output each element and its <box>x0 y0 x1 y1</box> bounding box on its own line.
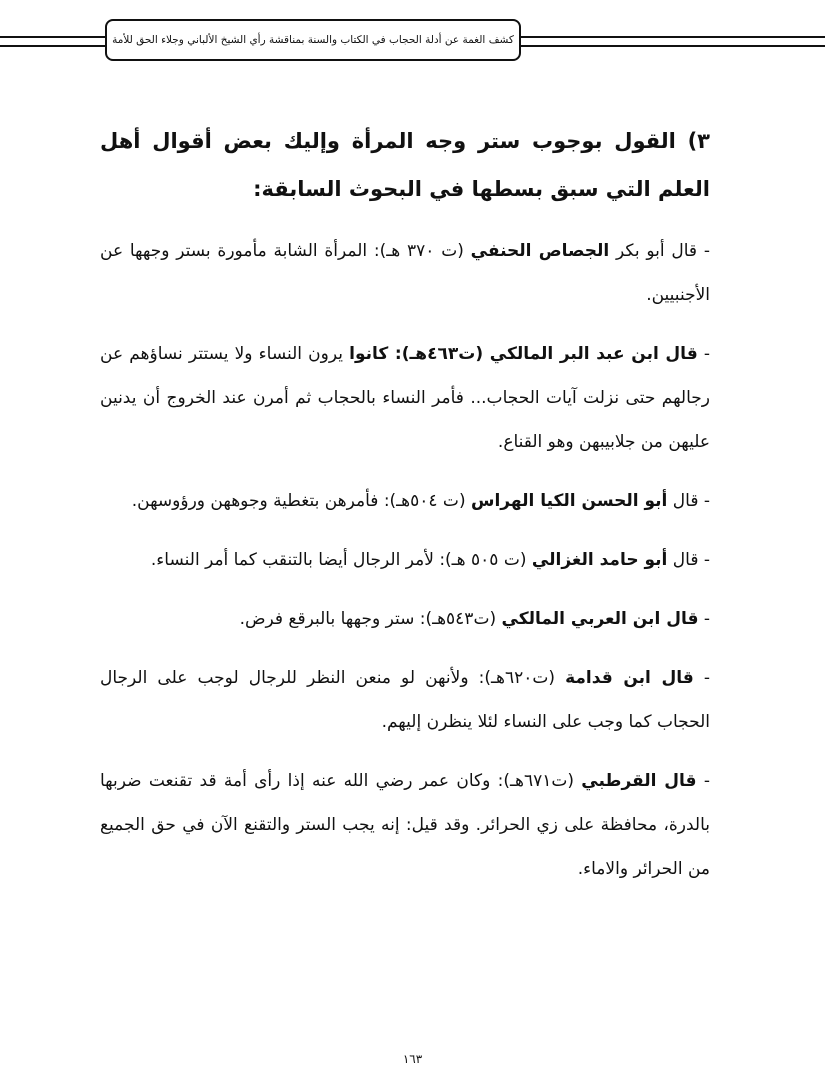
running-header-title: كشف الغمة عن أدلة الحجاب في الكتاب والسنة بمناقشة رأي الشيخ الألباني وجلاء الحق للأمة <box>112 34 514 46</box>
quote-scholar: قال ابن العربي المالكي <box>501 609 699 629</box>
quote-paragraph <box>100 229 710 317</box>
quote-lead: - قال <box>667 491 710 511</box>
quote-scholar: أبو حامد الغزالي <box>531 550 668 570</box>
quote-text: (ت ٥٠٥ هـ): لأمر الرجال أيضا بالتنقب كما أمر النساء. <box>150 550 532 570</box>
header-rule-left <box>0 36 110 47</box>
quote-scholar: قال ابن عبد البر المالكي (ت٤٦٣هـ): كانوا <box>349 344 698 364</box>
quote-scholar: قال ابن قدامة <box>565 668 694 688</box>
quote-lead: - <box>693 668 710 688</box>
quote-text: يرون النساء ولا يستتر نساؤهم عن رجالهم حتى نزلت آيات الحجاب... فأمر النساء بالحجاب ثم أمرن عند الخروج أن يدنين عليهن من جلابيبهن وهو القناع. <box>100 344 710 452</box>
quote-lead: - قال أبو بكر <box>609 241 710 261</box>
section-heading: ٣) القول بوجوب ستر وجه المرأة وإليك بعض أقوال أهل العلم التي سبق بسطها في البحوث السابقة: <box>100 129 710 201</box>
quote-scholar: الجصاص الحنفي <box>470 241 610 261</box>
quote-scholar: أبو الحسن الكيا الهراس <box>470 491 668 511</box>
page-body <box>100 117 710 906</box>
quote-lead: - <box>696 771 710 791</box>
quote-lead: - <box>697 344 710 364</box>
quote-paragraph <box>100 332 710 464</box>
quote-text: (ت ٣٧٠ هـ): المرأة الشابة مأمورة بستر وجهها عن الأجنبيين. <box>100 241 710 305</box>
quote-lead: - <box>698 609 710 629</box>
quote-paragraph <box>100 759 710 891</box>
quote-text: (ت ٥٠٤هـ): فأمرهن بتغطية وجوههن ورؤوسهن. <box>131 491 471 511</box>
quote-text: (ت٦٢٠هـ): ولأنهن لو منعن النظر للرجال لوجب على الرجال الحجاب كما وجب على النساء لئلا ينظرن إليهم. <box>100 668 710 732</box>
quote-text: (ت٦٧١هـ): وكان عمر رضي الله عنه إذا رأى أمة قد تقنعت ضربها بالدرة، محافظة على زي الحرائر. وقد قيل: إنه يجب الستر والتقنع الآن في حق الجميع من الحرائر والاماء. <box>100 771 710 879</box>
quote-paragraph <box>100 479 710 523</box>
quote-text: (ت٥٤٣هـ): ستر وجهها بالبرقع فرض. <box>239 609 502 629</box>
quote-paragraph <box>100 538 710 582</box>
header-rule-right <box>515 36 825 47</box>
page-number: ١٦٣ <box>402 1052 423 1066</box>
running-header <box>105 19 521 61</box>
quote-paragraph <box>100 597 710 641</box>
quote-paragraph <box>100 656 710 744</box>
quote-scholar: قال القرطبي <box>581 771 697 791</box>
quote-lead: - قال <box>667 550 710 570</box>
